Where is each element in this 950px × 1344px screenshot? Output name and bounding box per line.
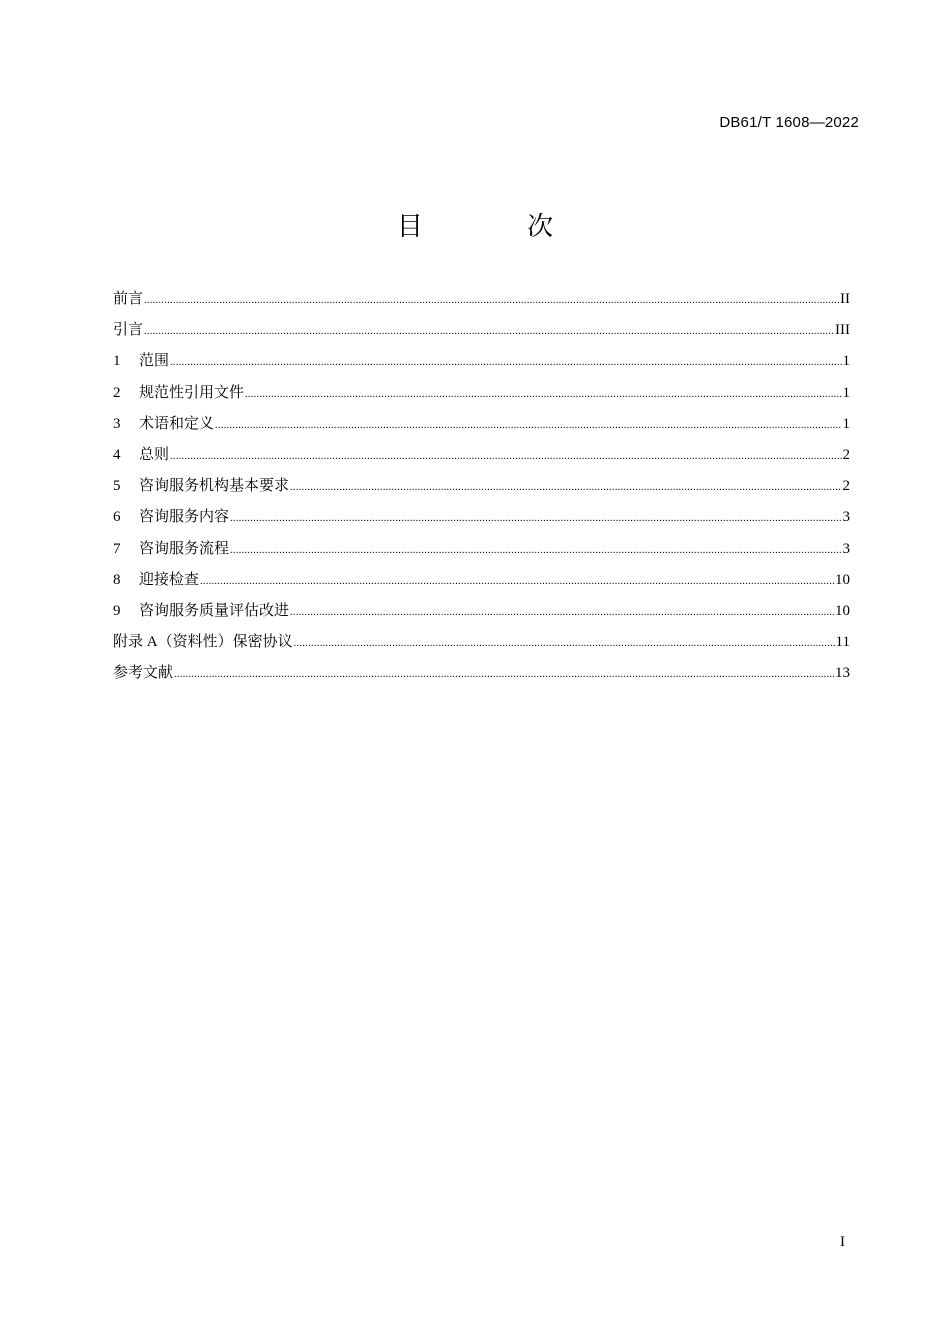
toc-entry-section-2[interactable] — [113, 378, 850, 409]
toc-leader-dots — [174, 659, 834, 690]
toc-leader-dots — [215, 410, 841, 441]
toc-entry-label: 迎接检查 — [139, 571, 200, 588]
toc-leader-dots — [144, 316, 834, 347]
toc-entry-introduction[interactable] — [113, 315, 850, 346]
toc-entry-number: 8 — [113, 571, 121, 588]
toc-entry-label: 术语和定义 — [139, 415, 215, 432]
toc-entry-page: 3 — [842, 540, 850, 557]
toc-entry-page: II — [840, 291, 850, 307]
toc-entry-number: 7 — [113, 540, 121, 557]
toc-entry-label: 总则 — [139, 446, 170, 463]
toc-leader-dots — [230, 535, 841, 566]
page-number: I — [840, 1234, 845, 1250]
toc-entry-section-7[interactable] — [113, 534, 850, 565]
toc-entry-section-5[interactable] — [113, 471, 850, 502]
toc-entry-label: 参考文献 — [113, 665, 174, 682]
toc-entry-section-3[interactable] — [113, 409, 850, 440]
toc-entry-page: 3 — [842, 509, 850, 526]
toc-entry-label: 规范性引用文件 — [139, 384, 245, 401]
toc-title: 目 次 — [396, 212, 602, 242]
toc-entry-page: III — [835, 322, 850, 339]
toc-entry-page: 10 — [835, 571, 850, 588]
toc-list — [113, 284, 850, 689]
toc-leader-dots — [294, 628, 835, 659]
toc-entry-page: 10 — [835, 602, 850, 619]
standard-code: DB61/T 1608—2022 — [719, 114, 859, 131]
toc-entry-page: 2 — [842, 446, 850, 463]
toc-leader-dots — [144, 285, 839, 316]
toc-entry-label: 范围 — [139, 353, 170, 370]
toc-entry-page: 1 — [842, 353, 850, 370]
toc-leader-dots — [170, 347, 841, 378]
toc-entry-label: 咨询服务机构基本要求 — [139, 478, 290, 495]
toc-leader-dots — [290, 597, 834, 628]
toc-entry-section-8[interactable] — [113, 565, 850, 596]
toc-entry-number: 4 — [113, 446, 121, 463]
toc-entry-label: 附录 A（资料性）保密协议 — [113, 634, 293, 651]
toc-entry-label: 前言 — [113, 291, 144, 307]
toc-entry-section-4[interactable] — [113, 440, 850, 471]
toc-entry-label: 咨询服务内容 — [139, 509, 230, 526]
toc-entry-page: 2 — [842, 478, 850, 495]
toc-entry-number: 3 — [113, 415, 121, 432]
toc-entry-section-6[interactable] — [113, 502, 850, 533]
toc-leader-dots — [230, 503, 841, 534]
toc-entry-page: 1 — [842, 384, 850, 401]
toc-entry-label: 引言 — [113, 322, 144, 339]
toc-entry-number: 2 — [113, 384, 121, 401]
toc-entry-number: 9 — [113, 602, 121, 619]
toc-leader-dots — [245, 379, 841, 410]
toc-leader-dots — [170, 441, 841, 472]
toc-entry-number: 5 — [113, 478, 121, 495]
toc-leader-dots — [290, 472, 841, 503]
toc-entry-label: 咨询服务流程 — [139, 540, 230, 557]
toc-entry-label: 咨询服务质量评估改进 — [139, 602, 290, 619]
toc-entry-number: 1 — [113, 353, 121, 370]
toc-entry-appendix-a[interactable] — [113, 627, 850, 658]
toc-entry-page: 13 — [835, 665, 850, 682]
toc-entry-foreword[interactable] — [113, 284, 850, 315]
toc-entry-section-9[interactable] — [113, 596, 850, 627]
toc-entry-bibliography[interactable] — [113, 658, 850, 689]
toc-entry-section-1[interactable] — [113, 346, 850, 377]
toc-entry-page: 1 — [842, 415, 850, 432]
toc-leader-dots — [200, 566, 834, 597]
toc-entry-number: 6 — [113, 509, 121, 526]
toc-entry-page: 11 — [835, 634, 850, 651]
